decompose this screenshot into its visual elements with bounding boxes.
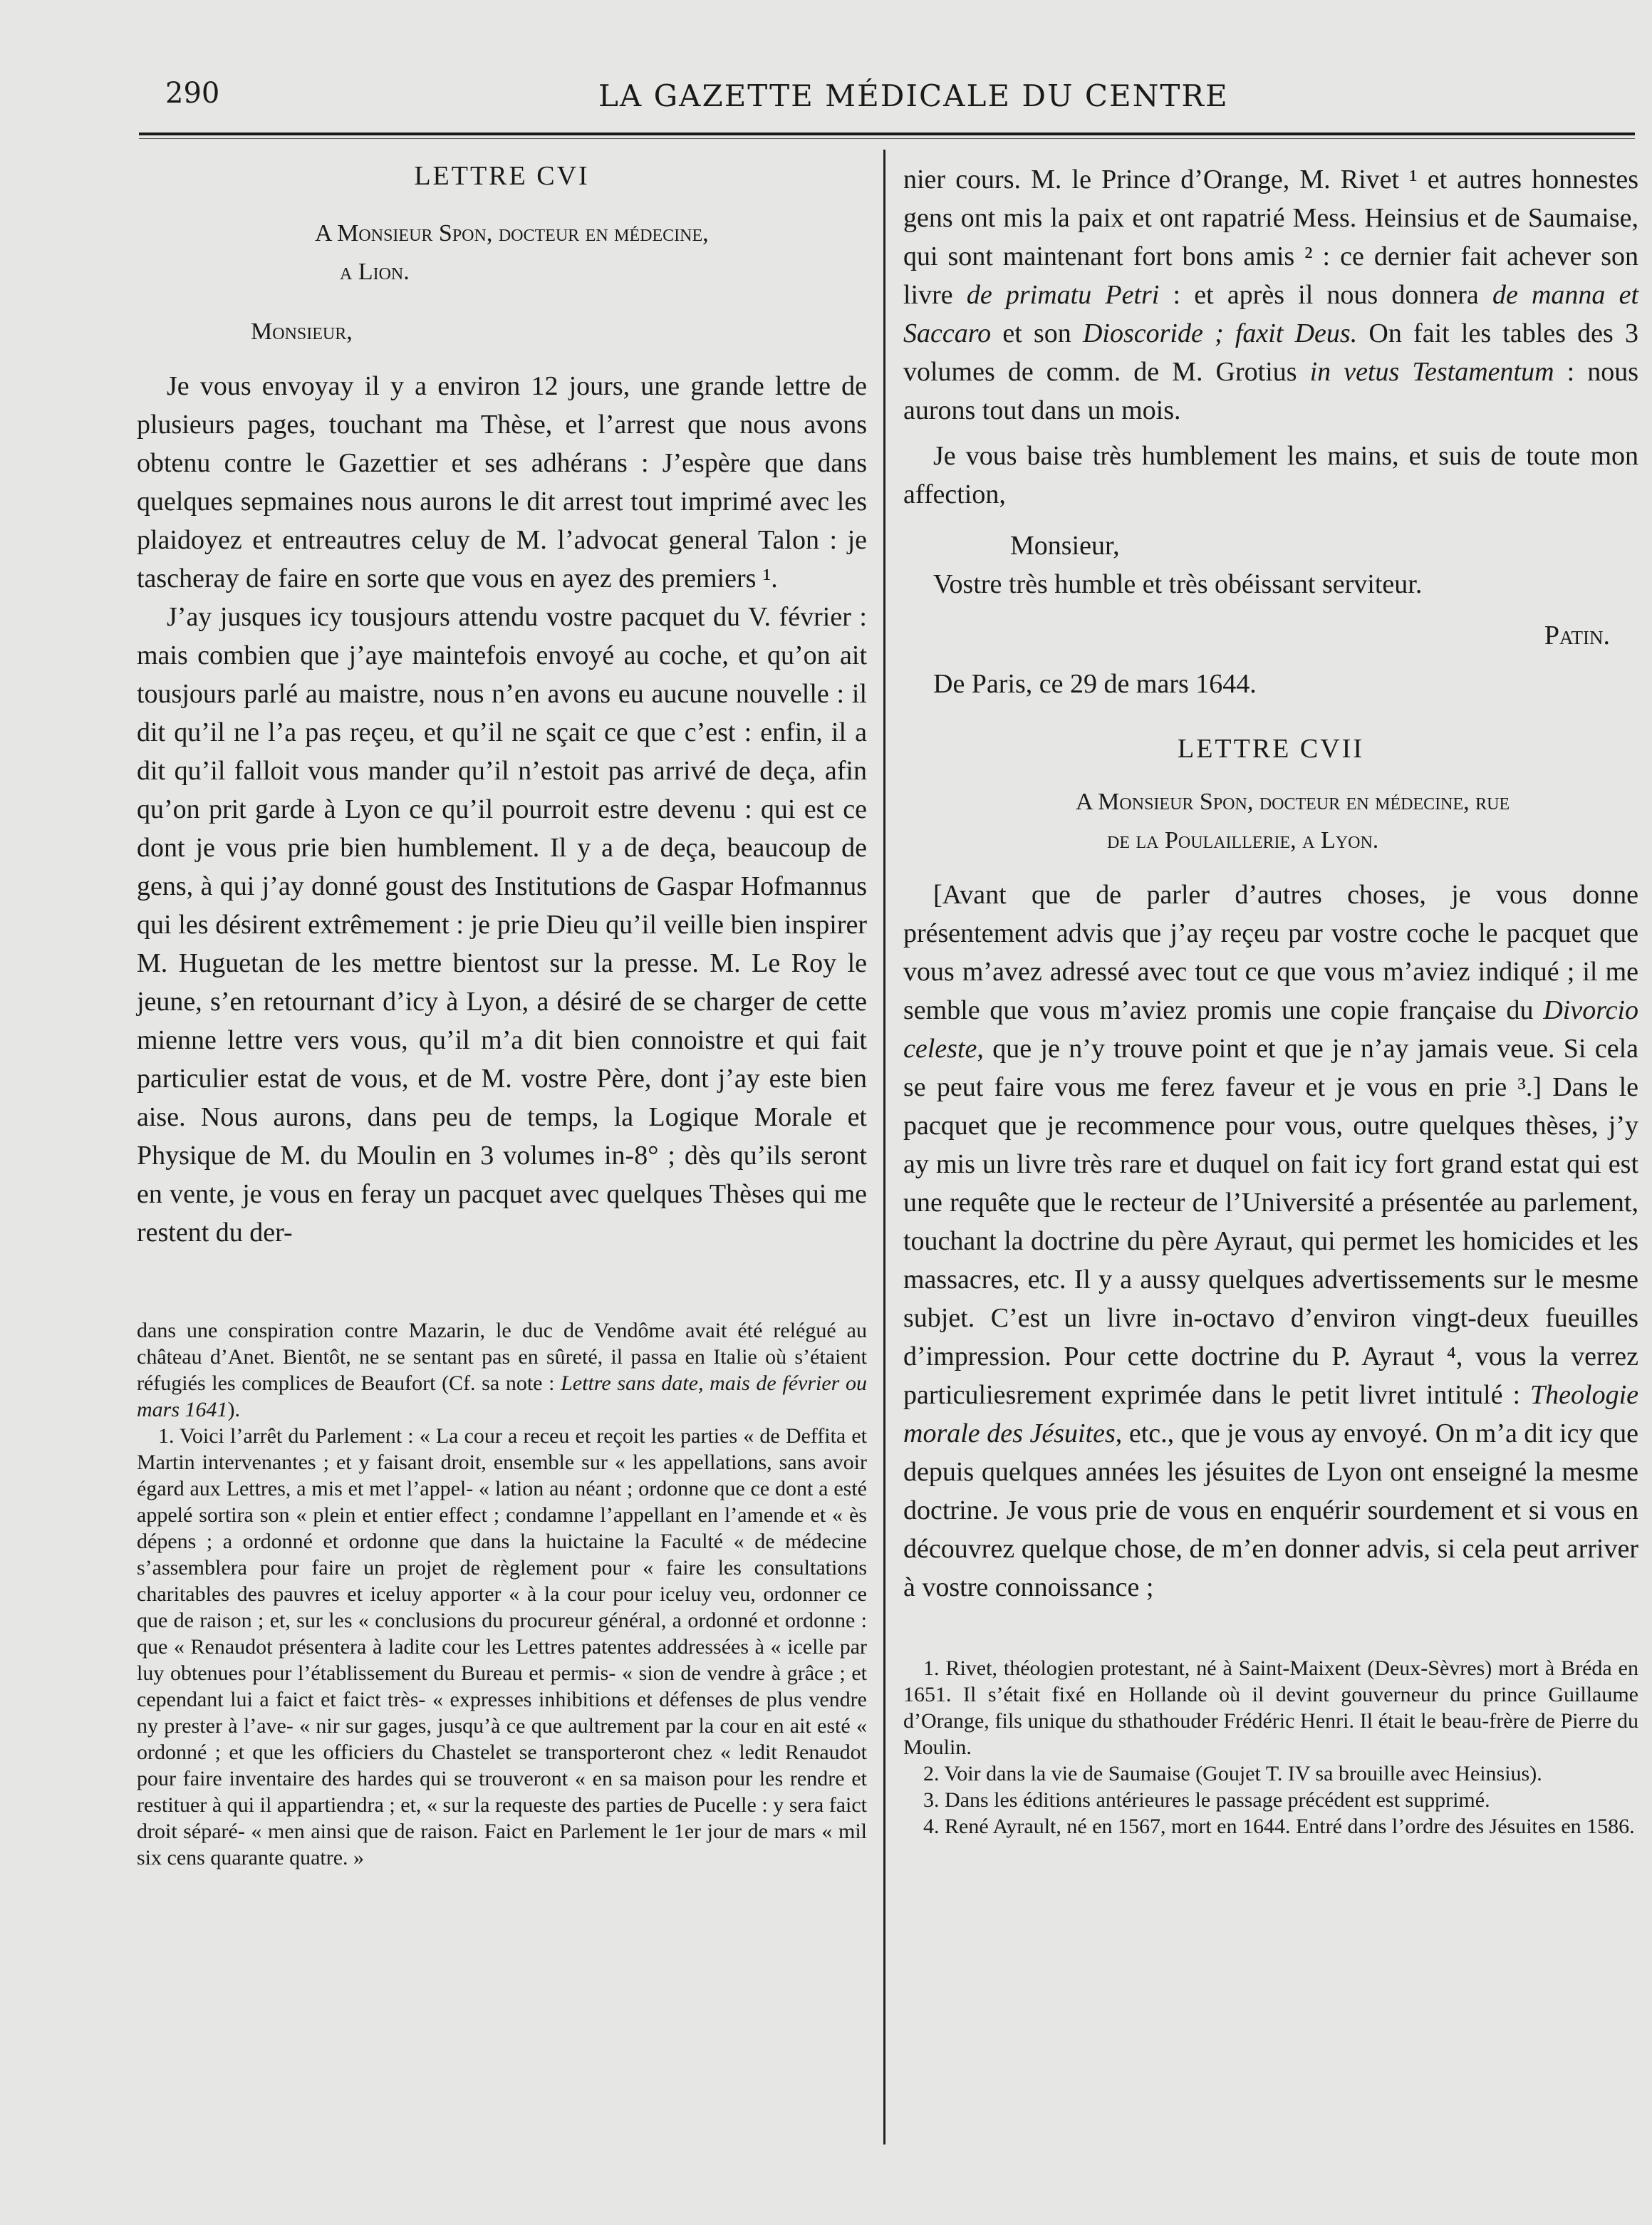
footnotes (903, 1655, 1638, 1840)
paragraph: nier cours. M. le Prince d’Orange, M. Rivet ¹ et autres honnestes gens ont mis la paix et ont rapatrié Mess. Heinsius et de Saumaise, qui sont maintenant fort bons amis ² : ce dernier fait achever son livre de primatu Petri : et après il nous donnera de manna et Saccaro et son Dioscoride ; faxit Deus. On fait les tables des 3 volumes de comm. de M. Grotius in vetus Testamentum : nous aurons tout dans un mois. (903, 165, 1639, 425)
page-number: 290 (165, 77, 220, 110)
letter-address-line-1: A Monsieur Spon, docteur en médecine, (315, 220, 709, 247)
paragraph: Je vous baise très humblement les mains, et suis de toute mon affection, (903, 441, 1638, 509)
letter-body (903, 876, 1638, 1607)
footnote-continuation: dans une conspiration contre Mazarin, le duc de Vendôme avait été relégué au château d’Anet. Bientôt, ne se sentant pas en sûreté, il passa en Italie où s’étaient réfugiés les complices de Beaufort (Cf. sa note : Lettre sans date, mais de février ou mars 1641). (137, 1319, 867, 1421)
footnote: 1. Rivet, théologien protestant, né à Saint-Maixent (Deux-Sèvres) mort à Bréda en 1651. Il s’était fixé en Hollande où il devint gouverneur du prince Guillaume d’Orange, fils unique du sthathouder Frédéric Henri. Il était le beau-frère de Pierre du Moulin. (903, 1656, 1638, 1759)
letter-address-line-2: de la Poulaillerie, a Lyon. (1107, 827, 1379, 854)
paragraph: Je vous envoyay il y a environ 12 jours, une grande lettre de plusieurs pages, touchant ma Thèse, et l’arrest que nous avons obtenu contre le Gazettier et ses adhérans : J’espère que dans quelques sepmaines nous aurons le dit arrest tout imprimé avec les plaidoyez et entreautres celuy de M. l’advocat general Talon : je tascheray de faire en sorte que vous en ayez des premiers ¹. (137, 371, 867, 593)
footnote: 4. René Ayrault, né en 1567, mort en 1644. Entré dans l’ordre des Jésuites en 1586. (923, 1815, 1635, 1838)
left-column (137, 160, 867, 1871)
header-rule (139, 133, 1635, 135)
paragraph: [Avant que de parler d’autres choses, je vous donne présentement advis que j’ay reçeu par vostre coche le pacquet que vous m’avez adressé avec tout ce que vous m’aviez indiqué ; il me semble que vous m’aviez promis une copie française du Divorcio celeste, que je n’y trouve point et que je n’ay jamais veue. Si cela se peut faire vous me ferez faveur et je vous en prie ³.] Dans le pacquet que je recommence pour vous, outre quelques thèses, j’y ay mis un livre très rare et duquel on fait icy fort grand estat qui est une requête que le recteur de l’Université a présentée au parlement, touchant la doctrine du père Ayraut, qui permet les homicides et les massacres, etc. Il y a aussy quelques advertissements sur le mesme subjet. C’est un livre in-octavo d’environ vingt-deux fueuilles d’impression. Pour cette doctrine du P. Ayraut ⁴, vous la verrez particuliesrement exprimée dans le petit livret intitulé : Theologie morale des Jésuites, etc., que je vous ay envoyé. On m’a dit icy que depuis quelques années les jésuites de Lyon ont enseigné la mesme doctrine. Je vous prie de vous en enquérir sourdement et si vous en découvrez quelque chose, de m’en donner advis, si cela peut arriver à vostre connoissance ; (903, 880, 1638, 1602)
running-header: LA GAZETTE MÉDICALE DU CENTRE (598, 78, 1229, 113)
letter-body (137, 367, 867, 1252)
dateline: De Paris, ce 29 de mars 1644. (933, 669, 1257, 699)
letter-title: LETTRE CVI (414, 161, 590, 191)
letter-address-line-2: a Lion. (340, 259, 410, 285)
closing-salutation: Monsieur, (1010, 531, 1120, 561)
closing-formula: Vostre très humble et très obéissant serviteur. (933, 569, 1423, 599)
letter-title: LETTRE CVII (1177, 734, 1364, 764)
signature: Patin. (1544, 621, 1610, 650)
right-column (903, 160, 1638, 1840)
letter-body-continued (903, 160, 1638, 703)
salutation: Monsieur, (251, 318, 353, 345)
column-divider (883, 150, 885, 2144)
paragraph: J’ay jusques icy tousjours attendu vostre pacquet du V. février : mais combien que j’aye maintefois envoyé au coche, et qu’on ait tousjours parlé au maistre, nous n’en avons eu aucune nouvelle : il dit qu’il ne l’a pas reçeu, et qu’il ne sçait ce que c’est : enfin, il a dit qu’il falloit vous mander qu’il n’estoit pas arrivé de deça, afin qu’on prit garde à Lyon ce qu’il pourroit estre devenu : qui est ce dont je vous prie bien humblement. Il y a de deça, beaucoup de gens, à qui j’ay donné goust des Institutions de Gaspar Hofmannus qui les désirent extrêmement : je prie Dieu qu’il veille bien inspirer M. Huguetan de les mettre bientost sur la presse. M. Le Roy le jeune, s’en retournant d’icy à Lyon, a désiré de se charger de cette mienne lettre vers vous, qu’il m’a dit bien connoistre et qui fait particulier estat de vous, et de M. vostre Père, dont j’ay este bien aise. Nous aurons, dans peu de temps, la Logique Morale et Physique de M. du Moulin en 3 volumes in-8° ; dès qu’ils seront en vente, je vous en feray un pacquet avec quelques Thèses qui me restent du der- (137, 602, 867, 1248)
footnotes (137, 1317, 867, 1871)
footnote: 3. Dans les éditions antérieures le passage précédent est supprimé. (923, 1788, 1490, 1812)
letter-address-line-1: A Monsieur Spon, docteur en médecine, rue (1076, 789, 1510, 815)
header-rule-thin (139, 138, 1635, 139)
footnote: 1. Voici l’arrêt du Parlement : « La cour a receu et reçoit les parties « de Deffita et Martin intervenantes ; et y faisant droit, ensemble sur « les appellations, sans avoir égard aux Lettres, a mis et met l’appel- « lation au néant ; ordonne que ce dont a esté appelé sortira son « plein et entier effect ; condamne l’appellant en l’amende et « ès dépens ; a ordonné et ordonne que dans la huictaine la Faculté « de médecine s’assemblera pour faire un projet de règlement pour « faire les consultations charitables des pauvres et iceluy apporter « à la cour pour iceluy veu, ordonner ce que de raison ; et, sur les « conclusions du procureur général, a ordonné et ordonne : que « Renaudot présentera à ladite cour les Lettres patentes addressées à « icelle par luy obtenues pour l’établissement du Bureau et permis- « sion de vendre à grâce ; et cependant lui a faict et faict très- « expresses inhibitions et défenses de plus vendre ny prester à l’ave- « nir sur gages, jusqu’à ce que aultrement par la cour en ait esté « ordonné ; et que les officiers du Chastelet se transporteront chez « ledit Renaudot pour faire inventaire des hardes qui se trouveront « en sa maison pour les rendre et restituer à qui il appartiendra ; et, « sur la requeste des parties de Pucelle : y sera faict droit séparé- « men ainsi que de raison. Faict en Parlement le 1er jour de mars « mil six cens quarante quatre. » (137, 1424, 867, 1869)
footnote: 2. Voir dans la vie de Saumaise (Goujet T. IV sa brouille avec Heinsius). (923, 1762, 1542, 1785)
